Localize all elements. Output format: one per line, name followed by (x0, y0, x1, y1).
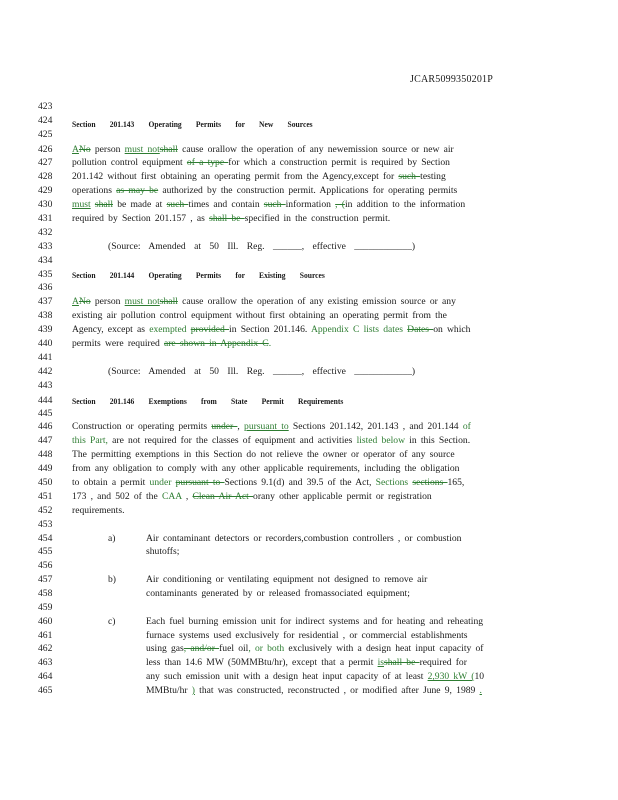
sec144-line-440: permits were required are shown in Appendix C. (72, 338, 272, 349)
line-number: 452 (38, 505, 53, 516)
line-number: 464 (38, 671, 53, 682)
sec144-line-437: ANo person must notshall cause orallow the operation of any existing emission source or any (72, 296, 456, 307)
line-number: 455 (38, 546, 53, 557)
line-number: 445 (38, 408, 53, 419)
line-number: 441 (38, 352, 53, 363)
sec143-line-428: 201.142 without first obtaining an operating permit from the Agency,except for such testing (72, 171, 446, 182)
line-number: 423 (38, 101, 53, 112)
sec143-line-431: required by Section 201.157 , as shall be specified in the construction permit. (72, 213, 391, 224)
item-a-label: a) (108, 533, 116, 544)
line-number: 431 (38, 213, 53, 224)
section-heading-201-144: Section 201.144 Operating Permits for Existing Sources (72, 270, 325, 280)
sec146-line-452: requirements. (72, 505, 125, 516)
line-number: 453 (38, 519, 53, 530)
line-number: 425 (38, 129, 53, 140)
sec143-source-note: (Source: Amended at 50 Ill. Reg. ______, effective ____________) (108, 241, 416, 252)
item-a-line-2: shutoffs; (146, 546, 180, 557)
item-c-line-4: less than 14.6 MW (50MMBtu/hr), except that a permit isshall be required for (146, 657, 467, 668)
line-number: 456 (38, 560, 53, 571)
item-c-line-6: MMBtu/hr ) that was constructed, reconstructed , or modified after June 9, 1989 . (146, 685, 482, 696)
line-number: 465 (38, 685, 53, 696)
line-number: 438 (38, 310, 53, 321)
sec143-line-426: ANo person must notshall cause orallow the operation of any newemission source or new air (72, 144, 454, 155)
sec146-line-450: to obtain a permit under pursuant to Sections 9.1(d) and 39.5 of the Act, Sections sections 165, (72, 477, 465, 488)
line-number: 436 (38, 282, 53, 293)
line-number: 426 (38, 144, 53, 155)
line-number: 459 (38, 602, 53, 613)
line-number: 433 (38, 241, 53, 252)
section-heading-201-146: Section 201.146 Exemptions from State Permit Requirements (72, 396, 344, 406)
line-number: 443 (38, 380, 53, 391)
sec146-line-446: Construction or operating permits under , pursuant to Sections 201.142, 201.143 , and 201.144 of (72, 421, 471, 432)
item-c-label: c) (108, 616, 116, 627)
item-a-line-1: Air contaminant detectors or recorders,combustion controllers , or combustion (146, 533, 462, 544)
item-c-line-1: Each fuel burning emission unit for indirect systems and for heating and reheating (146, 616, 484, 627)
line-number: 430 (38, 199, 53, 210)
line-number: 460 (38, 616, 53, 627)
line-number: 462 (38, 643, 53, 654)
item-c-line-2: furnace systems used exclusively for residential , or commercial establishments (146, 630, 468, 641)
line-number: 428 (38, 171, 53, 182)
line-number: 439 (38, 324, 53, 335)
line-number: 461 (38, 630, 53, 641)
line-number: 463 (38, 657, 53, 668)
line-number: 450 (38, 477, 53, 488)
line-number: 446 (38, 421, 53, 432)
line-number: 458 (38, 588, 53, 599)
sec144-line-438: existing air pollution control equipment without first obtaining an operating permit from the (72, 310, 447, 321)
line-number: 427 (38, 157, 53, 168)
sec143-line-429: operations as may be authorized by the construction permit. Applications for operating permits (72, 185, 458, 196)
line-number: 444 (38, 395, 53, 406)
sec144-line-439: Agency, except as exempted provided in Section 201.146. Appendix C lists dates Dates on which (72, 324, 471, 335)
line-number: 449 (38, 463, 53, 474)
section-heading-201-143: Section 201.143 Operating Permits for New Sources (72, 119, 313, 129)
line-number: 429 (38, 185, 53, 196)
line-number: 448 (38, 449, 53, 460)
item-b-line-2: contaminants generated by or released fromassociated equipment; (146, 588, 410, 599)
line-number: 442 (38, 366, 53, 377)
sec146-line-451: 173 , and 502 of the CAA , Clean Air Act orany other applicable permit or registration (72, 491, 432, 502)
line-number: 447 (38, 435, 53, 446)
sec143-line-430: must shall be made at such times and contain such information , (in addition to the information (72, 199, 466, 210)
line-number: 437 (38, 296, 53, 307)
sec144-source-note: (Source: Amended at 50 Ill. Reg. ______, effective ____________) (108, 366, 416, 377)
document-id: JCAR5099350201P (410, 74, 494, 85)
sec146-line-448: The permitting exemptions in this Section do not relieve the owner or operator of any source (72, 449, 455, 460)
line-number: 424 (38, 115, 53, 126)
line-number: 440 (38, 338, 53, 349)
item-c-line-5: any such emission unit with a design heat input capacity of at least 2,930 kW (10 (146, 671, 485, 682)
sec146-line-449: from any obligation to comply with any other applicable requirements, including the obligation (72, 463, 460, 474)
item-b-label: b) (108, 574, 116, 585)
sec146-line-447: this Part, are not required for the classes of equipment and activities listed below in this Section. (72, 435, 471, 446)
line-number: 451 (38, 491, 53, 502)
item-c-line-3: using gas, and/or fuel oil, or both exclusively with a design heat input capacity of (146, 643, 484, 654)
line-number: 432 (38, 227, 53, 238)
item-b-line-1: Air conditioning or ventilating equipment not designed to remove air (146, 574, 428, 585)
line-number: 434 (38, 255, 53, 266)
sec143-line-427: pollution control equipment of a type for which a construction permit is required by Section (72, 157, 450, 168)
line-number: 457 (38, 574, 53, 585)
line-number: 435 (38, 269, 53, 280)
line-number: 454 (38, 533, 53, 544)
